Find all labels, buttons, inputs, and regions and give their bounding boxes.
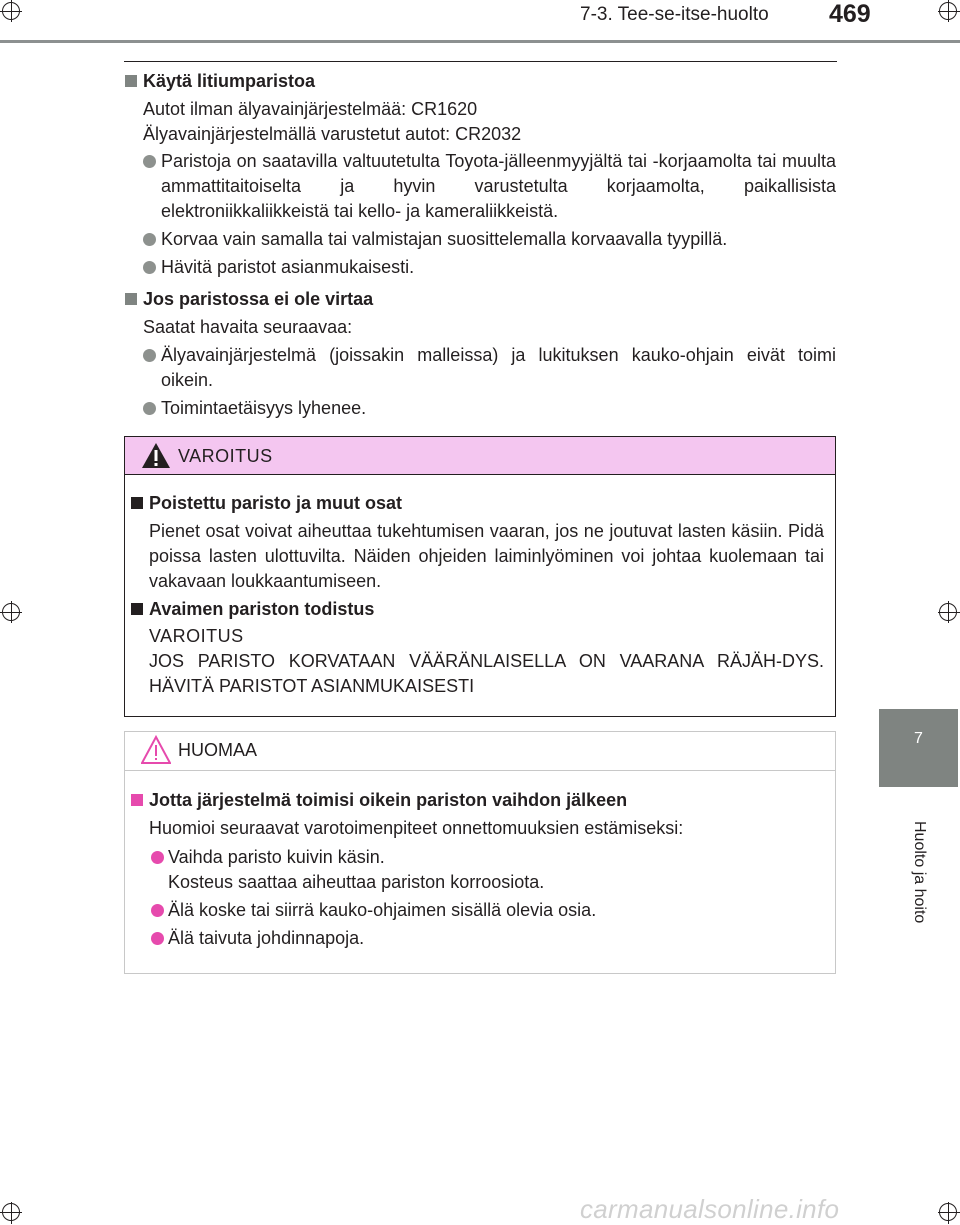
bullet-text: Toimintaetäisyys lyhenee. <box>161 398 367 418</box>
bullet-text: Paristoja on saatavilla valtuutetulta Toyota-jälleenmyyjältä tai -korjaamolta tai muulta ammattitaitoiselta ja hyvin varustetulta korjaamolta, paikallisista elektroniikkaliikkeistä tai kello- ja kameraliikkeistä. <box>161 151 836 221</box>
battery-type-line: Autot ilman älyavainjärjestelmää: CR1620 <box>143 99 478 119</box>
notice-title: HUOMAA <box>178 740 258 760</box>
square-bullet-icon <box>131 497 143 509</box>
square-bullet-icon <box>131 794 143 806</box>
chapter-tab <box>879 709 958 787</box>
header-rule <box>0 40 960 43</box>
bullet-text: Hävitä paristot asianmukaisesti. <box>161 257 415 277</box>
notice-bullet-text: Kosteus saattaa aiheuttaa pariston korroosiota. <box>168 872 545 892</box>
crop-mark <box>2 1203 20 1221</box>
chapter-label: Huolto ja hoito <box>911 821 928 924</box>
crop-mark <box>939 2 957 20</box>
warning-section-text: JOS PARISTO KORVATAAN VÄÄRÄNLAISELLA ON VAARANA RÄJÄH-DYS. HÄVITÄ PARISTOT ASIANMUKAISESTI <box>149 651 824 696</box>
content-top-rule <box>124 61 837 62</box>
round-bullet-icon <box>143 349 156 362</box>
crop-mark <box>939 1203 957 1221</box>
battery-type-heading: Käytä litiumparistoa <box>125 69 315 94</box>
warning-section-text: VAROITUS <box>149 626 244 646</box>
square-bullet-icon <box>125 75 137 87</box>
battery-type-line: Älyavainjärjestelmällä varustetut autot: CR2032 <box>143 124 522 144</box>
warning-section-text: Pienet osat voivat aiheuttaa tukehtumisen vaaran, jos ne joutuvat lasten käsiin. Pidä poissa lasten ulottuvilta. Näiden ohjeiden laiminlyöminen voi johtaa kuolemaan tai vakavaan loukkaantumiseen. <box>149 521 824 591</box>
bullet-text: Älyavainjärjestelmä (joissakin malleissa) ja lukituksen kauko-ohjain eivät toimi oikein. <box>161 345 836 390</box>
round-bullet-icon <box>143 155 156 168</box>
crop-mark <box>2 603 20 621</box>
round-bullet-icon <box>143 261 156 274</box>
bullet-text: Korvaa vain samalla tai valmistajan suosittelemalla korvaavalla tyypillä. <box>161 229 728 249</box>
square-bullet-icon <box>131 603 143 615</box>
warning-triangle-icon <box>141 442 171 469</box>
notice-intro: Huomioi seuraavat varotoimenpiteet onnettomuuksien estämiseksi: <box>149 818 684 838</box>
warning-section-heading: Poistettu paristo ja muut osat <box>131 491 402 516</box>
warning-section-heading: Avaimen pariston todistus <box>131 597 374 622</box>
depleted-intro: Saatat havaita seuraavaa: <box>143 317 353 337</box>
caution-triangle-icon <box>141 735 171 765</box>
notice-bullet-text: Vaihda paristo kuivin käsin. <box>168 847 385 867</box>
warning-title: VAROITUS <box>178 446 273 466</box>
round-bullet-icon <box>151 904 164 917</box>
square-bullet-icon <box>125 293 137 305</box>
round-bullet-icon <box>151 932 164 945</box>
crop-mark <box>939 603 957 621</box>
notice-bullet-text: Älä koske tai siirrä kauko-ohjaimen sisällä olevia osia. <box>168 900 597 920</box>
round-bullet-icon <box>151 851 164 864</box>
notice-bullet-text: Älä taivuta johdinnapoja. <box>168 928 365 948</box>
depleted-heading: Jos paristossa ei ole virtaa <box>125 287 373 312</box>
notice-heading: Jotta järjestelmä toimisi oikein pariston vaihdon jälkeen <box>131 788 627 813</box>
page-number: 469 <box>829 0 871 28</box>
chapter-number: 7 <box>914 730 923 747</box>
crop-mark <box>2 2 20 20</box>
section-title: 7-3. Tee-se-itse-huolto <box>580 4 769 25</box>
watermark: carmanualsonline.info <box>580 1194 840 1224</box>
round-bullet-icon <box>143 233 156 246</box>
round-bullet-icon <box>143 402 156 415</box>
